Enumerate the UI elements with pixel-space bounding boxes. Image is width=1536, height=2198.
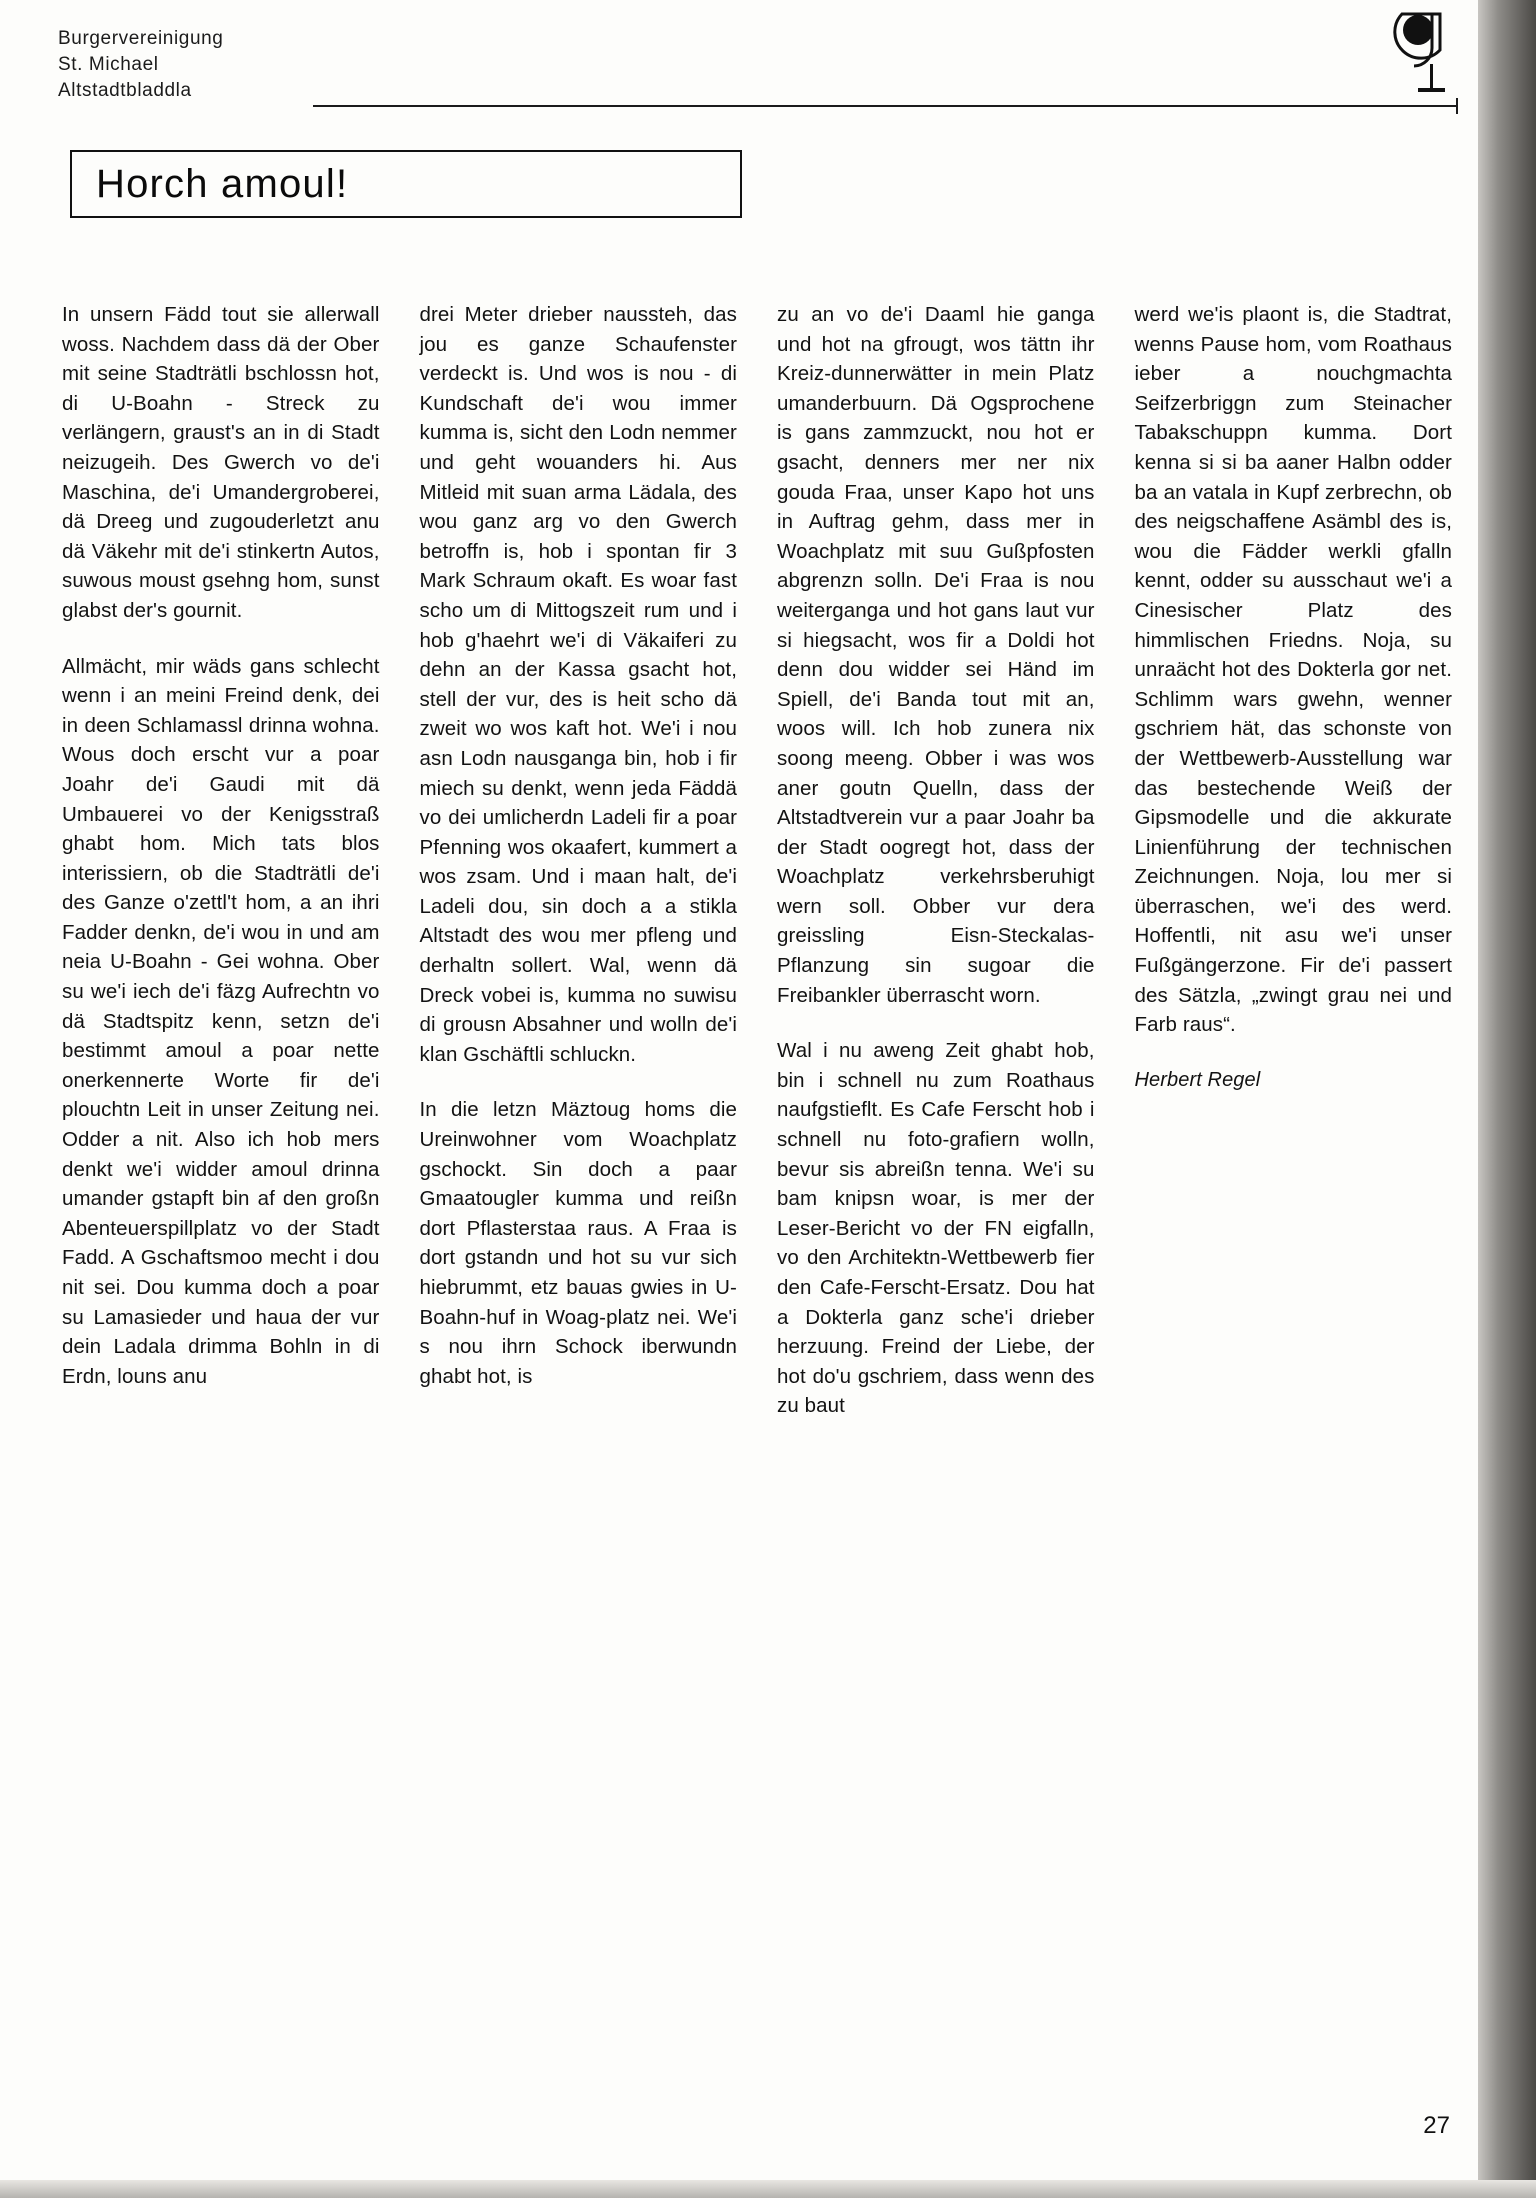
- column-4: [1135, 300, 1453, 1421]
- column-1: [62, 300, 380, 1421]
- column-3: [777, 300, 1095, 1421]
- masthead-divider: [313, 98, 1458, 112]
- column-2: [420, 300, 738, 1421]
- scan-edge-bottom: [0, 2180, 1536, 2198]
- paragraph: werd we'is plaont is, die Stadtrat, wenns Pause hom, vom Roathaus ieber a nouchgmachta Seifzerbriggn zum Steinacher Tabakschuppn kumma. Dort kenna si si ba aaner Halbn odder ba an vatala in Kupf zerbrechn, ob des neigschaffene Asämbl des is, wou die Fädder werkli gfalln kennt, odder su ausschaut we'i a Cinesischer Platz des himmlischen Friedns. Noja, su unraächt hot des Dokterla gor net. Schlimm wars gwehn, wenner gschriem hät, das schonste von der Wettbewerb-Ausstellung war das bestechende Weiß der Gipsmodelle und die akkurate Linienführung der technischen Zeichnungen. Noja, lou mer si überraschen, we'i des werd. Hoffentli, nit asu we'i unser Fußgängerzone. Fir de'i passert des Sätzla, „zwingt grau nei und Farb raus“.: [1134, 303, 1452, 1037]
- paragraph: Wal i nu aweng Zeit ghabt hob, bin i schnell nu zum Roathaus naufgstieflt. Es Cafe Ferscht hob i schnell nu foto-grafiern wolln, bevur sis abreißn tenna. We'i su bam knipsn woar, is mer der Leser-Bericht vo der FN eigfalln, vo den Architektn-Wettbewerb fier den Cafe-Ferscht-Ersatz. Dou hat a Dokterla ganz sche'i drieber herzuung. Freind der Liebe, der hot do'u gschriem, dass wenn des zu baut: [777, 1039, 1095, 1418]
- paragraph: Allmächt, mir wäds gans schlecht wenn i an meini Freind denk, dei in deen Schlamassl drinna wohna. Wous doch erscht vur a poar Joahr de'i Gaudi mit dä Umbauerei vo der Kenigsstraß ghabt hom. Mich tats blos interissiern, ob die Stadträtli de'i des Ganze o'zettl't hom, a an ihri Fadder denkn, de'i wou in und am neia U-Boahn - Gei wohna. Ober su we'i iech de'i fäzg Aufrechtn vo dä Stadtspitz kenn, setzn de'i bestimmt amoul a poar nette onerkennerte Worte fir de'i plouchtn Leit in unser Zeitung nei. Odder a nit. Also ich hob mers denkt we'i widder amoul drinna umander gstapft bin af den großn Abenteuerspillplatz vo der Stadt Fadd. A Gschaftsmoo mecht i dou nit sei. Dou kumma doch a poar su Lamasieder und haua der vur dein Ladala drimma Bohln in di Erdn, louns anu: [62, 654, 380, 1388]
- masthead-line-2: St. Michael: [58, 54, 159, 75]
- paragraph: zu an vo de'i Daaml hie ganga und hot na gfrougt, wos tättn ihr Kreiz-dunnerwätter in mein Platz umanderbuurn. Dä Ogsprochene is gans zammzuckt, nou hot er gsacht, denners mer ner nix gouda Fraa, unser Kapo hot uns in Auftrag gehm, dass mer in Woachplatz mit suu Gußpfosten abgrenzn solln. De'i Fraa is nou weiterganga und hot gans laut vur si hiegsacht, wos fir a Doldi hot denn dou widder sei Händ im Spiell, de'i Banda tout mit an, woos will. Ich hob zunera nix soong meeng. Obber i was wos aner goutn Quelln, dass der Altstadtverein vur a paar Joahr ba der Stadt oogregt hot, dass der Woachplatz verkehrsberuhigt wern soll. Obber vur dera greissling Eisn-Steckalas-Pflanzung sin sugoar die Freibankler überrascht worn.: [777, 303, 1095, 1007]
- stylized-lamp-logo-icon: [1388, 8, 1468, 94]
- paragraph: In unsern Fädd tout sie allerwall woss. Nachdem dass dä der Ober mit seine Stadträtli bschlossn hot, di U-Boahn - Streck zu verlängern, graust's an in di Stadt neizugeih. Des Gwerch vo de'i Maschina, de'i Umandergroberei, dä Dreeg und zugouderletzt anu dä Väkehr mit de'i stinkertn Autos, suwous moust gsehng hom, sunst glabst der's gournit.: [62, 303, 380, 622]
- paragraph: In die letzn Mäztoug homs die Ureinwohner vom Woachplatz gschockt. Sin doch a paar Gmaatougler kumma und reißn dort Pflasterstaa raus. A Fraa is dort gstandn und hot su vur sich hiebrummt, etz bauas gwies in U-Boahn-huf in Woag-platz nei. We'i s nou ihrn Schock iberwundn ghabt hot, is: [419, 1098, 737, 1388]
- article-columns: [62, 300, 1452, 1421]
- page-title: Horch amoul!: [96, 162, 349, 206]
- masthead-line-1: Burgervereinigung: [58, 28, 224, 49]
- article-byline: Herbert Regel: [1134, 1068, 1261, 1091]
- masthead: [58, 26, 1438, 104]
- scan-edge-right: [1478, 0, 1536, 2198]
- masthead-rule-end-tick: [1456, 98, 1458, 114]
- page-number: 27: [1423, 2112, 1450, 2139]
- headline-box: [70, 150, 742, 218]
- masthead-rule-line: [313, 105, 1458, 107]
- masthead-line-3: Altstadtbladdla: [58, 80, 192, 101]
- paragraph: drei Meter drieber naussteh, das jou es ganze Schaufenster verdeckt is. Und wos is nou - di Kundschaft de'i wou immer kumma is, sicht den Lodn nemmer und geht wouanders hi. Aus Mitleid mit suan arma Lädala, des wou ganz arg vo den Gwerch betroffn is, hob i spontan fir 3 Mark Schraum okaft. Es woar fast scho um di Mittogszeit rum und i hob g'haehrt we'i di Väkaiferi zu dehn an der Kassa gsacht hot, stell der vur, des is heit scho dä zweit wo wos kaft hot. We'i i nou asn Lodn nausganga bin, hob i fir miech su denkt, wenn jeda Fäddä vo dei umlicherdn Ladeli fir a poar Pfenning wos okaafert, kummert a wos zsam. Und i maan halt, de'i Ladeli dou, sin doch a a stikla Altstadt des wou mer pfleng und derhaltn sollert. Wal, wenn dä Dreck vobei is, kumma no suwisu di grousn Absahner und wolln de'i klan Gschäftli schluckn.: [419, 303, 737, 1066]
